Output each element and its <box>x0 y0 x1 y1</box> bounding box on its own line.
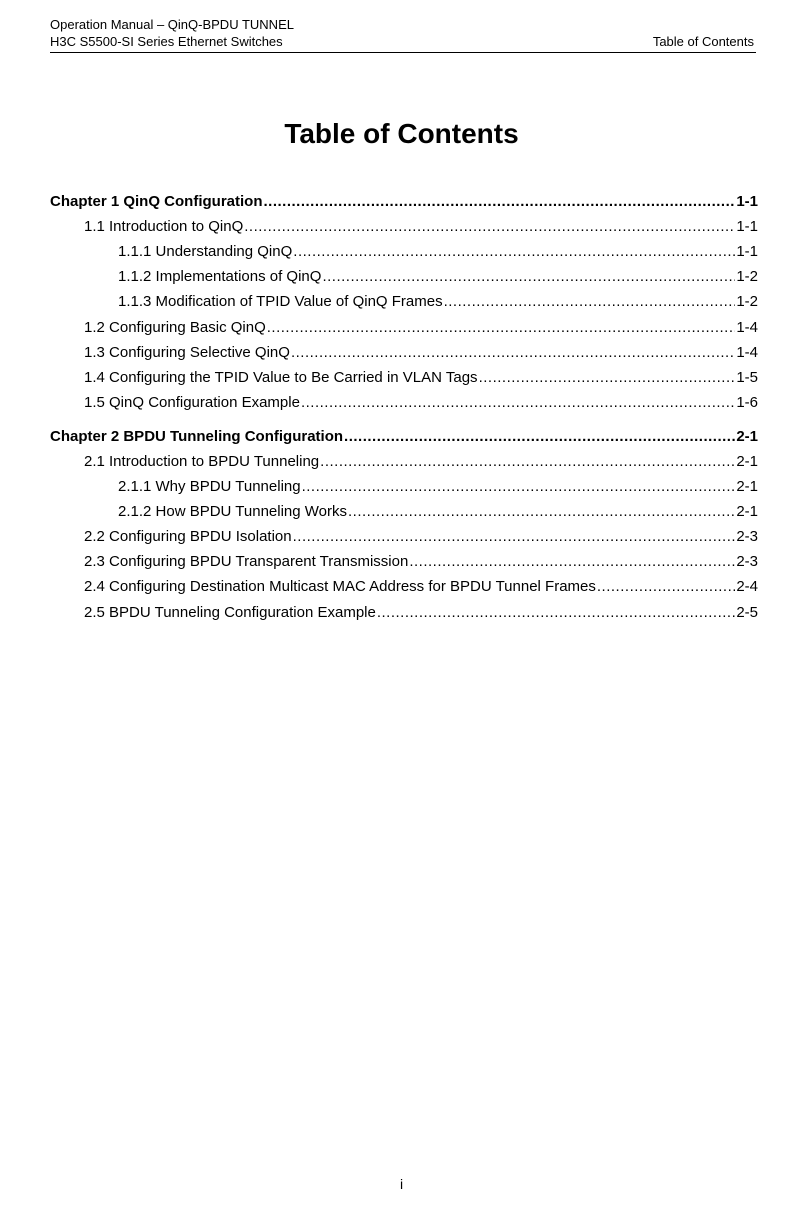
toc-entry-text: 1.1 Introduction to QinQ <box>84 218 244 235</box>
toc-dot-leader <box>348 502 735 522</box>
toc-section-entry[interactable] <box>84 318 758 338</box>
toc-dot-leader <box>444 292 736 312</box>
toc-entry-text: 1.5 QinQ Configuration Example <box>84 394 300 411</box>
toc-page-number: 2-3 <box>736 528 758 545</box>
toc-page-number: 1-2 <box>736 293 758 310</box>
toc-dot-leader <box>264 192 736 212</box>
toc-dot-leader <box>293 527 736 547</box>
toc-entry-text: 1.4 Configuring the TPID Value to Be Carried in VLAN Tags <box>84 369 478 386</box>
toc-dot-leader <box>344 427 735 447</box>
toc-section-entry[interactable] <box>84 217 758 237</box>
toc-entry-text: 2.4 Configuring Destination Multicast MAC Address for BPDU Tunnel Frames <box>84 578 596 595</box>
toc-page-number: 2-1 <box>736 503 758 520</box>
toc-page-number: 2-1 <box>736 478 758 495</box>
page-number: i <box>399 1176 404 1192</box>
toc-section-entry[interactable] <box>84 393 758 413</box>
toc-section-entry[interactable] <box>84 343 758 363</box>
toc-subsection-entry[interactable] <box>118 292 758 312</box>
toc-subsection-entry[interactable] <box>118 502 758 522</box>
toc-entry-text: 1.1.3 Modification of TPID Value of QinQ Frames <box>118 293 443 310</box>
toc-page-number: 2-1 <box>736 453 758 470</box>
toc-dot-leader <box>320 452 735 472</box>
toc-dot-leader <box>244 217 735 237</box>
toc-page-number: 1-1 <box>736 218 758 235</box>
toc-chapter-entry[interactable] <box>50 427 758 447</box>
toc-entry-text: 1.3 Configuring Selective QinQ <box>84 344 290 361</box>
toc-page-number: 1-4 <box>736 319 758 336</box>
toc-dot-leader <box>597 577 735 597</box>
toc-page-number: 2-1 <box>736 428 758 445</box>
toc-entry-text: 2.2 Configuring BPDU Isolation <box>84 528 292 545</box>
toc-dot-leader <box>291 343 735 363</box>
toc-dot-leader <box>322 267 735 287</box>
toc-page-number: 1-4 <box>736 344 758 361</box>
toc-entry-text: 2.5 BPDU Tunneling Configuration Example <box>84 604 376 621</box>
toc-dot-leader <box>267 318 736 338</box>
toc-page-number: 2-4 <box>736 578 758 595</box>
toc-dot-leader <box>377 603 735 623</box>
toc-entry-text: 2.3 Configuring BPDU Transparent Transmission <box>84 553 409 570</box>
page-title: Table of Contents <box>284 118 519 149</box>
header-manual-title: Operation Manual – QinQ-BPDU TUNNEL <box>50 17 294 32</box>
toc-dot-leader <box>409 552 735 572</box>
toc-page-number: 1-2 <box>736 268 758 285</box>
toc-dot-leader <box>479 368 736 388</box>
toc-entry-text: 2.1.2 How BPDU Tunneling Works <box>118 503 347 520</box>
toc-section-entry[interactable] <box>84 577 758 597</box>
toc-entry-text: 1.1.1 Understanding QinQ <box>118 243 293 260</box>
toc-entry-text: 2.1.1 Why BPDU Tunneling <box>118 478 301 495</box>
toc-page-number: 1-6 <box>736 394 758 411</box>
toc-section-entry[interactable] <box>84 452 758 472</box>
toc-section-entry[interactable] <box>84 552 758 572</box>
toc-subsection-entry[interactable] <box>118 267 758 287</box>
toc-subsection-entry[interactable] <box>118 242 758 262</box>
toc-entry-text: 1.1.2 Implementations of QinQ <box>118 268 322 285</box>
toc-entry-text: Chapter 2 BPDU Tunneling Configuration <box>50 428 344 445</box>
toc-dot-leader <box>302 477 736 497</box>
toc-entry-text: 1.2 Configuring Basic QinQ <box>84 319 266 336</box>
toc-dot-leader <box>301 393 735 413</box>
toc-page-number: 2-5 <box>736 604 758 621</box>
toc-entry-text: Chapter 1 QinQ Configuration <box>50 193 263 210</box>
toc-page-number: 1-1 <box>736 193 758 210</box>
toc-dot-leader <box>293 242 735 262</box>
toc-entry-text: 2.1 Introduction to BPDU Tunneling <box>84 453 320 470</box>
toc-page-number: 1-1 <box>736 243 758 260</box>
toc-section-entry[interactable] <box>84 527 758 547</box>
toc-page-number: 1-5 <box>736 369 758 386</box>
toc-chapter-entry[interactable] <box>50 192 758 212</box>
toc-section-entry[interactable] <box>84 603 758 623</box>
toc-section-entry[interactable] <box>84 368 758 388</box>
toc-page-number: 2-3 <box>736 553 758 570</box>
header-product-name: H3C S5500-SI Series Ethernet Switches <box>50 34 283 49</box>
toc-subsection-entry[interactable] <box>118 477 758 497</box>
header-section-name: Table of Contents <box>652 34 754 49</box>
